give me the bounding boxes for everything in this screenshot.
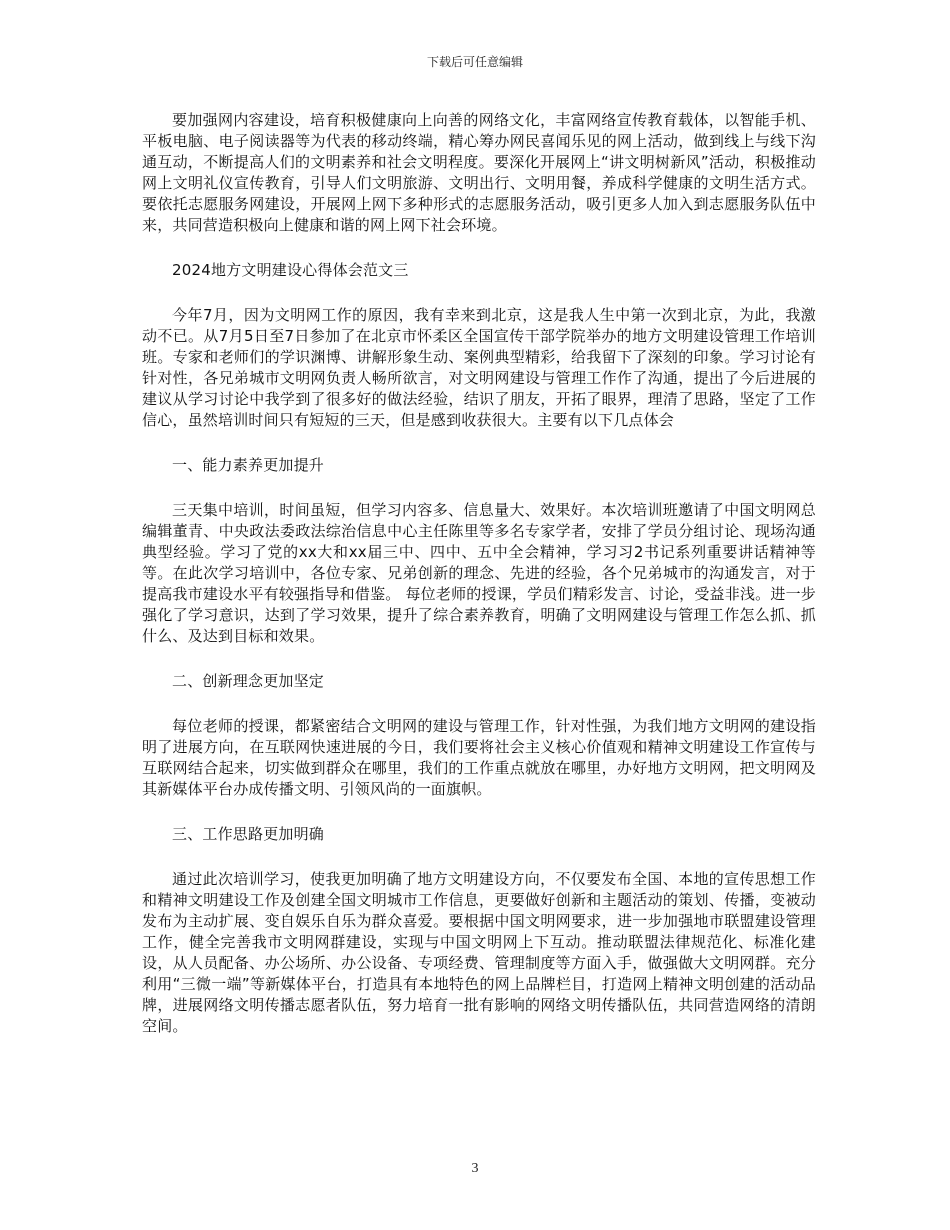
section-three-paragraph: 通过此次培训学习，使我更加明确了地方文明建设方向，不仅要发布全国、本地的宣传思想工作和精神文明建设工作及创建全国文明城市工作信息，更要做好创新和主题活动的策划、传播，变被动发布为主动扩展、变自娱乐自乐为群众喜爱。要根据中国文明网要求，进一步加强地市联盟建设管理工作，健全完善我市文明网群建设，实现与中国文明网上下互动。推动联盟法律规范化、标准化建设，从人员配备、办公场所、办公设备、专项经费、管理制度等方面入手，做强做大文明网群。充分利用“三微一端”等新媒体平台，打造具有本地特色的网上品牌栏目，打造网上精神文明创建的活动品牌，进展网络文明传播志愿者队伍，努力培育一批有影响的网络文明传播队伍，共同营造网络的清朗空间。	[142, 870, 816, 1035]
section-heading-one: 一、能力素养更加提升	[172, 456, 325, 474]
trip-paragraph: 今年7月，因为文明网工作的原因，我有幸来到北京，这是我人生中第一次到北京，为此，我激动不已。从7月5日至7日参加了在北京市怀柔区全国宣传干部学院举办的地方文明建设管理工作培训班。专家和老师们的学识渊博、讲解形象生动、案例典型精彩，给我留下了深刻的印象。学习讨论有针对性，各兄弟城市文明网负责人畅所欲言，对文明网建设与管理工作作了沟通，提出了今后进展的建议从学习讨论中我学到了很多好的做法经验，结识了朋友，开拓了眼界，理清了思路，坚定了工作信心，虽然培训时间只有短短的三天，但是感到收获很大。主要有以下几点体会	[142, 306, 816, 429]
document-body	[142, 110, 816, 1037]
essay-title: 2024地方文明建设心得体会范文三	[172, 261, 409, 279]
section-one-paragraph: 三天集中培训，时间虽短，但学习内容多、信息量大、效果好。本次培训班邀请了中国文明网总编辑董青、中央政法委政法综治信息中心主任陈里等多名专家学者，安排了学员分组讨论、现场沟通典型经验。学习了党的xx大和xx届三中、四中、五中全会精神，学习习2书记系列重要讲话精神等等。在此次学习培训中，各位专家、兄弟创新的理念、先进的经验，各个兄弟城市的沟通发言，对于提高我市建设水平有较强指导和借鉴。 每位老师的授课，学员们精彩发言、讨论，受益非浅。进一步强化了学习意识，达到了学习效果，提升了综合素养教育，明确了文明网建设与管理工作怎么抓、抓什么、及达到目标和效果。	[142, 501, 816, 645]
page-number: 3	[471, 1161, 479, 1176]
section-two-paragraph: 每位老师的授课，都紧密结合文明网的建设与管理工作，针对性强，为我们地方文明网的建设指明了进展方向，在互联网快速进展的今日，我们要将社会主义核心价值观和精神文明建设工作宣传与互联网结合起来，切实做到群众在哪里，我们的工作重点就放在哪里，办好地方文明网，把文明网及其新媒体平台办成传播文明、引领风尚的一面旗帜。	[142, 717, 816, 798]
page-header-note: 下载后可任意编辑	[426, 55, 523, 69]
section-heading-three: 三、工作思路更加明确	[172, 825, 325, 843]
section-heading-two: 二、创新理念更加坚定	[172, 672, 325, 690]
intro-paragraph: 要加强网内容建设，培育积极健康向上向善的网络文化，丰富网络宣传教育载体，以智能手机、平板电脑、电子阅读器等为代表的移动终端，精心筹办网民喜闻乐见的网上活动，做到线上与线下沟通互动，不断提高人们的文明素养和社会文明程度。要深化开展网上“讲文明树新风”活动，积极推动网上文明礼仪宣传教育，引导人们文明旅游、文明出行、文明用餐，养成科学健康的文明生活方式。要依托志愿服务网建设，开展网上网下多种形式的志愿服务活动，吸引更多人加入到志愿服务队伍中来，共同营造积极向上健康和谐的网上网下社会环境。	[142, 111, 816, 234]
